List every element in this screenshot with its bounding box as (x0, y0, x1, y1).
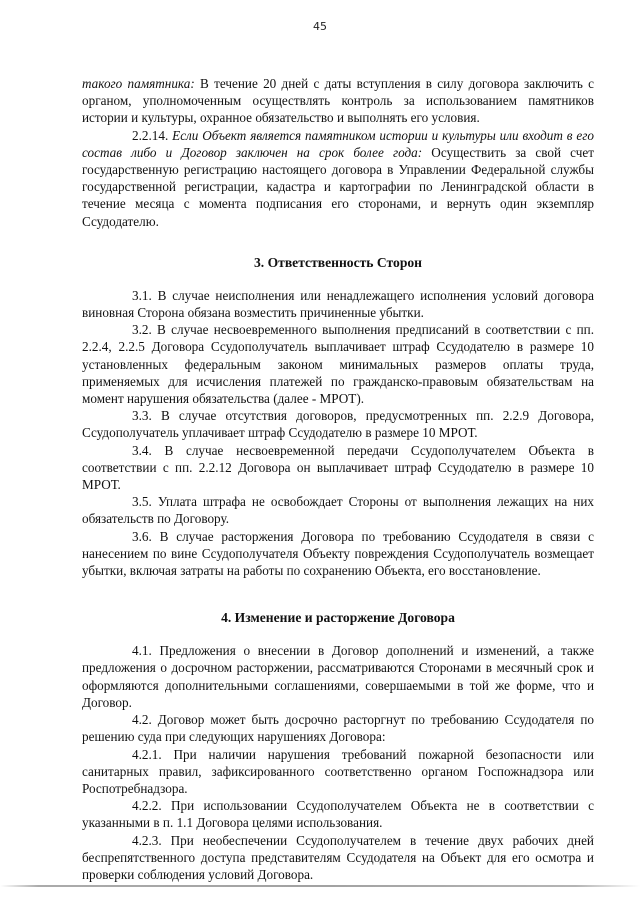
clause-3-3: 3.3. В случае отсутствия договоров, предусмотренных пп. 2.2.9 Договора, Ссудополучатель уплачивает штраф Ссудодателю в размере 10 МРОТ. (82, 408, 594, 441)
clause-4-1: 4.1. Предложения о внесении в Договор дополнений и изменений, а также предложения о досрочном расторжении, рассматриваются Сторонами в месячный срок и оформляются дополнительными соглашениями, совершаемыми в той же форме, что и Договор. (82, 643, 594, 710)
clause-3-6: 3.6. В случае расторжения Договора по требованию Ссудодателя в связи с нанесением по вине Ссудополучателя Объекту повреждения Ссудополучатель возмещает убытки, включая затраты на работы по сохранению Объекта, его восстановление. (82, 528, 594, 579)
clause-3-5: 3.5. Уплата штрафа не освобождает Стороны от выполнения лежащих на них обязательств по Договору. (82, 494, 594, 527)
page-number: 45 (313, 20, 327, 33)
document-body (82, 75, 594, 883)
clause-3-1: 3.1. В случае неисполнения или ненадлежащего исполнения условий договора виновная Сторона обязана возместить причиненные убытки. (82, 287, 594, 321)
clause-2-2-14 (82, 127, 594, 230)
section-4-heading: 4. Изменение и расторжение Договора (221, 610, 455, 626)
clause-3-2: 3.2. В случае несвоевременного выполнения предписаний в соответствии с пп. 2.2.4, 2.2.5 Договора Ссудополучатель выплачивает штраф Ссудодателю в размере 10 установленных федеральным законом минимальных размеров оплаты труда, применяемых для исчисления платежей по гражданско-правовым обязательствам на момент нарушения обязательства (далее - МРОТ). (82, 322, 594, 407)
intro-text: В течение 20 дней с даты вступления в силу договора заключить с органом, уполномоченным осуществлять контроль за использованием памятников истории и культуры, охранное обязательство и выполнять его условия. (82, 76, 594, 126)
scan-edge-line (0, 885, 640, 887)
intro-paragraph (82, 75, 594, 127)
section-3-heading: 3. Ответственность Сторон (253, 254, 423, 270)
clause-3-4: 3.4. В случае несвоевременной передачи Ссудополучателем Объекта в соответствии с пп. 2.2.12 Договора он выплачивает штраф Ссудодателю в размере 10 МРОТ. (82, 442, 594, 493)
clause-4-2-2: 4.2.2. При использовании Ссудополучателем Объекта не в соответствии с указанными в п. 1.1 Договора целями использования. (82, 798, 594, 831)
clause-2-2-14-text: Осуществить за свой счет государственную регистрацию настоящего договора в Управлении Федеральной службы государственной регистрации, кадастра и картографии по Ленинградской области в течение месяца с момента подписания его сторонами, и вернуть один экземпляр Ссудодателю. (82, 144, 594, 229)
clause-2-2-14-condition: Если Объект является памятником истории и культуры или входит в его состав либо и Договор заключен на срок более года: (82, 127, 594, 160)
intro-italic-lead: такого памятника: (82, 76, 195, 91)
clause-4-2-3: 4.2.3. При необеспечении Ссудополучателем в течение двух рабочих дней беспрепятственного доступа представителям Ссудодателя на Объект для его осмотра и проверки соблюдения условий Договора. (82, 832, 594, 882)
clause-2-2-14-number: 2.2.14. (132, 127, 169, 143)
clause-4-2-1: 4.2.1. При наличии нарушения требований пожарной безопасности или санитарных правил, зафиксированного соответственно органом Госпожнадзора или Роспотребнадзора. (82, 746, 594, 796)
clause-4-2: 4.2. Договор может быть досрочно расторгнут по требованию Ссудодателя по решению суда при следующих нарушениях Договора: (82, 712, 594, 745)
